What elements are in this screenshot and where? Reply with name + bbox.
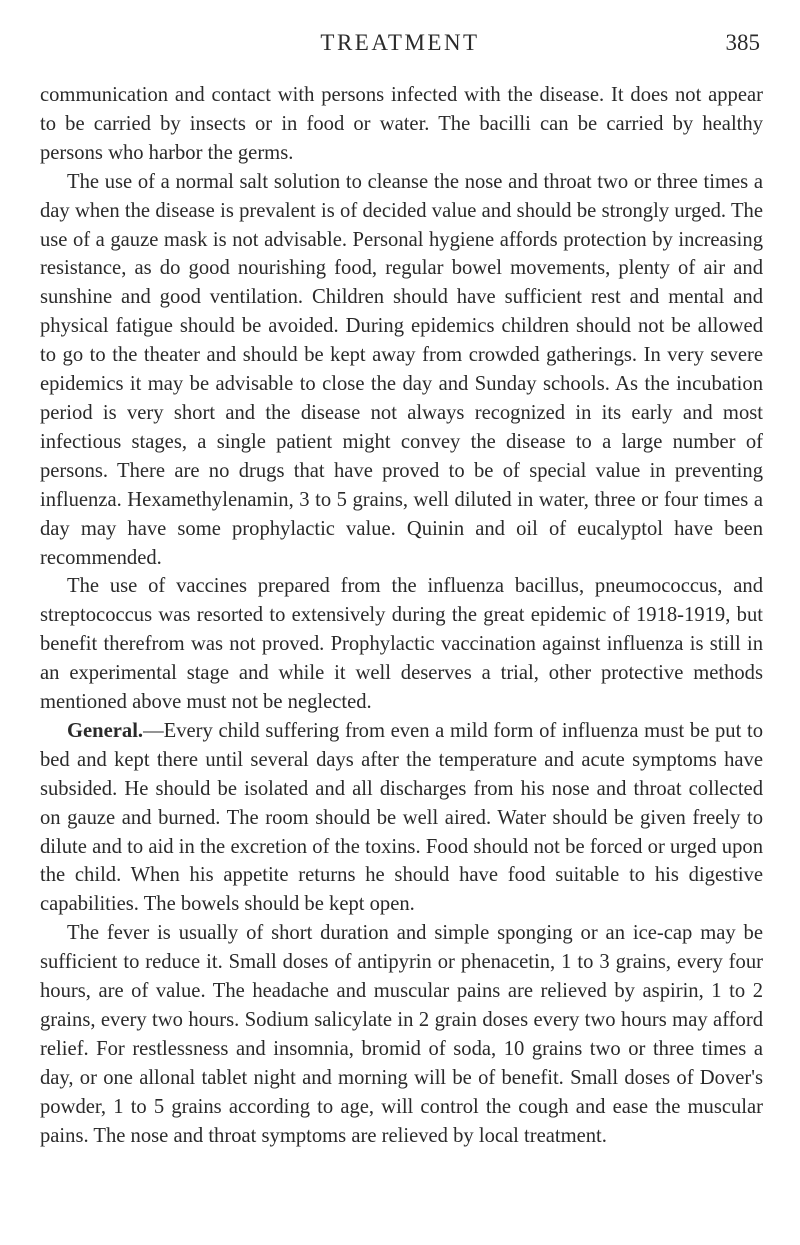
running-title: TREATMENT: [320, 30, 480, 55]
paragraph-general-text: —Every child suffering from even a mild form of influenza must be put to bed and kept there until several days after the temperature and acute symptoms have subsided. He should be isolated and all discharges from his nose and throat collected on gauze and burned. The room should be well aired. Water should be given freely to dilute and to aid in the excretion of the toxins. Food should not be forced or urged upon the child. When his appetite returns he should have food suitable to his digestive capabilities. The bowels should be kept open.: [40, 719, 763, 916]
page-number: 385: [725, 30, 760, 55]
paragraph-symptomatic: The fever is usually of short duration and simple sponging or an ice-cap may be sufficient to reduce it. Small doses of antipyrin or phenacetin, 1 to 3 grains, every four hours, are of value. The headache and muscular pains are relieved by aspirin, 1 to 2 grains, every two hours. Sodium salicylate in 2 grain doses every two hours may afford relief. For restlessness and insomnia, bromid of soda, 10 grains two or three times a day, or one allonal tablet night and morning will be of benefit. Small doses of Dover's powder, 1 to 5 grains according to age, will control the cough and ease the muscular pains. The nose and throat symptoms are relieved by local treatment.: [40, 922, 763, 1147]
paragraph-continuation: communication and contact with persons infected with the disease. It does not appear to be carried by insects or in food or water. The bacilli can be carried by healthy persons who harbor the germs.: [40, 84, 763, 164]
page-header: [40, 30, 760, 66]
section-heading-general: General.: [67, 719, 144, 742]
paragraph-prevention: The use of a normal salt solution to cleanse the nose and throat two or three times a day when the disease is prevalent is of decided value and should be strongly urged. The use of a gauze mask is not advisable. Personal hygiene affords protection by increasing resistance, as do good nourishing food, regular bowel movements, plenty of air and sunshine and good ventilation. Children should have sufficient rest and mental and physical fatigue should be avoided. During epidemics children should not be allowed to go to the theater and should be kept away from crowded gatherings. In very severe epidemics it may be advisable to close the day and Sunday schools. As the incubation period is very short and the disease not always recognized in its early and most infectious stages, a single patient might convey the disease to a large number of persons. There are no drugs that have proved to be of special value in preventing influenza. Hexamethylenamin, 3 to 5 grains, well diluted in water, three or four times a day may have some prophylactic value. Quinin and oil of eucalyptol have been recommended.: [40, 170, 763, 569]
body-text: [40, 81, 763, 1151]
paragraph-general: [40, 717, 763, 919]
paragraph-vaccines: The use of vaccines prepared from the influenza bacillus, pneumococcus, and streptococcus was resorted to extensively during the great epidemic of 1918-1919, but benefit therefrom was not proved. Prophylactic vaccination against influenza is still in an experimental stage and while it well deserves a trial, other protective methods mentioned above must not be neglected.: [40, 575, 763, 714]
